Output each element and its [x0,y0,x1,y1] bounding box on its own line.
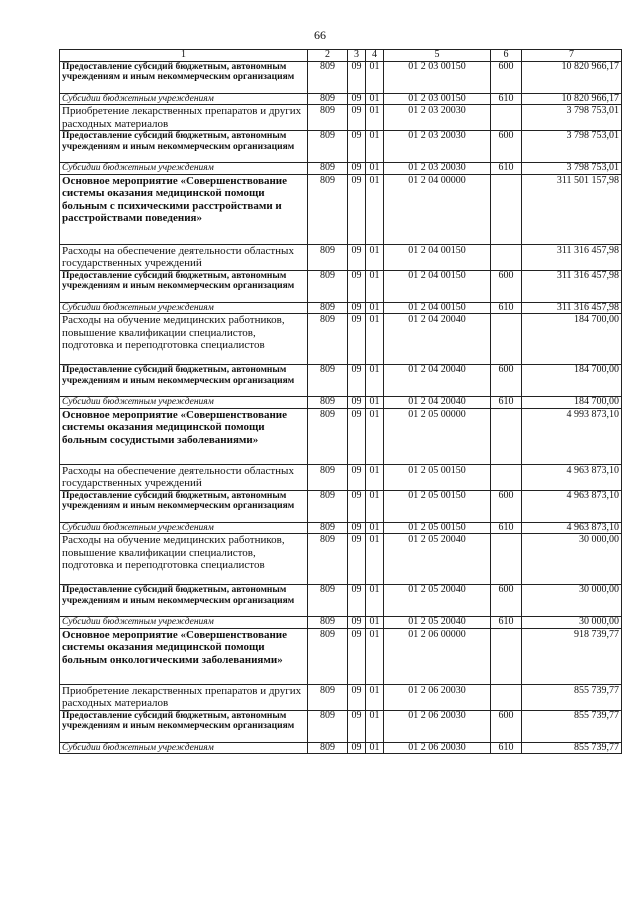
row-code-type: 600 [491,61,522,93]
row-code-subsection: 01 [366,534,384,585]
row-code-section: 09 [348,464,366,490]
row-code-section: 09 [348,365,366,397]
row-name: Приобретение лекарственных препаратов и других расходных материалов [60,105,308,131]
row-code-target: 01 2 03 20030 [384,163,491,175]
row-name: Основное мероприятие «Совершенствование системы оказания медицинской помощи больным с психическими расстройствами и расстройствами поведения» [60,174,308,244]
row-name: Основное мероприятие «Совершенствование системы оказания медицинской помощи больным сосудистыми заболеваниями» [60,408,308,464]
row-code-target: 01 2 03 00150 [384,93,491,105]
table-row [60,408,622,464]
row-name: Предоставление субсидий бюджетным, автономным учреждениям и иным некоммерческим организациям [60,490,308,522]
row-name: Приобретение лекарственных препаратов и других расходных материалов [60,684,308,710]
row-code-subsection: 01 [366,585,384,617]
row-code-target: 01 2 05 20040 [384,617,491,629]
row-code-section: 09 [348,174,366,244]
row-code-subsection: 01 [366,302,384,314]
row-code-type [491,464,522,490]
row-code-section: 09 [348,522,366,534]
row-code-target: 01 2 06 20030 [384,710,491,742]
row-code-target: 01 2 05 00000 [384,408,491,464]
row-code-admin: 809 [308,302,348,314]
row-name: Предоставление субсидий бюджетным, автономным учреждениям и иным некоммерческим организациям [60,131,308,163]
row-code-admin: 809 [308,174,348,244]
table-row [60,270,622,302]
row-code-target: 01 2 04 20040 [384,365,491,397]
table-row [60,742,622,754]
row-code-type: 600 [491,270,522,302]
row-amount: 918 739,77 [522,628,622,684]
row-code-target: 01 2 04 20040 [384,314,491,365]
row-code-target: 01 2 06 00000 [384,628,491,684]
row-code-admin: 809 [308,534,348,585]
row-code-section: 09 [348,710,366,742]
row-code-target: 01 2 04 00150 [384,244,491,270]
table-header-row [60,50,622,62]
row-amount: 4 993 873,10 [522,408,622,464]
row-name: Субсидии бюджетным учреждениям [60,617,308,629]
row-code-admin: 809 [308,163,348,175]
table-row [60,314,622,365]
row-code-section: 09 [348,93,366,105]
header-col-1: 1 [60,50,308,62]
row-code-subsection: 01 [366,490,384,522]
row-code-target: 01 2 04 00150 [384,302,491,314]
table-row [60,93,622,105]
row-code-section: 09 [348,302,366,314]
row-code-target: 01 2 03 00150 [384,61,491,93]
row-code-admin: 809 [308,408,348,464]
row-code-subsection: 01 [366,163,384,175]
row-amount: 3 798 753,01 [522,131,622,163]
row-code-subsection: 01 [366,742,384,754]
row-code-admin: 809 [308,628,348,684]
table-row [60,244,622,270]
row-amount: 30 000,00 [522,617,622,629]
table-row [60,522,622,534]
row-name: Расходы на обеспечение деятельности областных государственных учреждений [60,244,308,270]
row-code-section: 09 [348,408,366,464]
table-row [60,131,622,163]
row-code-target: 01 2 06 20030 [384,742,491,754]
header-col-3: 3 [348,50,366,62]
row-code-subsection: 01 [366,710,384,742]
row-code-type [491,174,522,244]
row-code-section: 09 [348,617,366,629]
row-code-type: 600 [491,365,522,397]
budget-table [59,49,622,754]
table-row [60,710,622,742]
row-code-section: 09 [348,314,366,365]
row-code-subsection: 01 [366,397,384,409]
row-code-section: 09 [348,105,366,131]
table-row [60,163,622,175]
row-code-admin: 809 [308,742,348,754]
row-name: Предоставление субсидий бюджетным, автономным учреждениям и иным некоммерческим организациям [60,61,308,93]
row-name: Субсидии бюджетным учреждениям [60,397,308,409]
row-name: Расходы на обеспечение деятельности областных государственных учреждений [60,464,308,490]
row-code-admin: 809 [308,464,348,490]
row-name: Предоставление субсидий бюджетным, автономным учреждениям и иным некоммерческим организациям [60,270,308,302]
row-code-subsection: 01 [366,244,384,270]
row-code-subsection: 01 [366,365,384,397]
row-code-admin: 809 [308,270,348,302]
row-code-type: 610 [491,522,522,534]
table-row [60,464,622,490]
row-amount: 311 316 457,98 [522,244,622,270]
row-code-section: 09 [348,742,366,754]
row-code-target: 01 2 05 20040 [384,585,491,617]
row-amount: 184 700,00 [522,397,622,409]
row-code-admin: 809 [308,365,348,397]
row-name: Предоставление субсидий бюджетным, автономным учреждениям и иным некоммерческим организациям [60,365,308,397]
row-code-section: 09 [348,131,366,163]
row-code-type [491,408,522,464]
row-code-admin: 809 [308,585,348,617]
row-code-target: 01 2 05 20040 [384,534,491,585]
row-code-target: 01 2 03 20030 [384,131,491,163]
row-code-target: 01 2 05 00150 [384,464,491,490]
row-amount: 30 000,00 [522,534,622,585]
table-row [60,174,622,244]
row-code-type: 610 [491,397,522,409]
row-code-admin: 809 [308,314,348,365]
row-name: Предоставление субсидий бюджетным, автономным учреждениям и иным некоммерческим организациям [60,585,308,617]
row-code-type [491,684,522,710]
table-row [60,365,622,397]
row-name: Субсидии бюджетным учреждениям [60,93,308,105]
header-col-4: 4 [366,50,384,62]
row-name: Предоставление субсидий бюджетным, автономным учреждениям и иным некоммерческим организациям [60,710,308,742]
row-name: Расходы на обучение медицинских работников, повышение квалификации специалистов, подготовка и переподготовка специалистов [60,534,308,585]
row-code-admin: 809 [308,617,348,629]
row-code-section: 09 [348,628,366,684]
row-code-section: 09 [348,534,366,585]
row-amount: 855 739,77 [522,710,622,742]
table-row [60,585,622,617]
row-code-subsection: 01 [366,464,384,490]
row-code-target: 01 2 05 00150 [384,490,491,522]
row-code-type: 600 [491,131,522,163]
row-code-section: 09 [348,684,366,710]
row-amount: 855 739,77 [522,684,622,710]
row-code-subsection: 01 [366,684,384,710]
row-name: Субсидии бюджетным учреждениям [60,163,308,175]
row-amount: 311 316 457,98 [522,302,622,314]
row-code-target: 01 2 06 20030 [384,684,491,710]
row-name: Расходы на обучение медицинских работников, повышение квалификации специалистов, подготовка и переподготовка специалистов [60,314,308,365]
row-code-subsection: 01 [366,61,384,93]
row-code-type: 610 [491,93,522,105]
row-code-section: 09 [348,270,366,302]
row-code-admin: 809 [308,93,348,105]
table-body [60,50,622,754]
row-code-admin: 809 [308,244,348,270]
row-code-subsection: 01 [366,174,384,244]
row-name: Субсидии бюджетным учреждениям [60,302,308,314]
table-row [60,302,622,314]
row-code-admin: 809 [308,61,348,93]
row-code-subsection: 01 [366,93,384,105]
row-code-type: 600 [491,490,522,522]
row-amount: 184 700,00 [522,365,622,397]
row-amount: 10 820 966,17 [522,93,622,105]
row-code-type: 600 [491,710,522,742]
header-col-2: 2 [308,50,348,62]
row-code-section: 09 [348,244,366,270]
row-code-type [491,314,522,365]
row-amount: 4 963 873,10 [522,490,622,522]
header-col-7: 7 [522,50,622,62]
table-row [60,617,622,629]
row-code-section: 09 [348,163,366,175]
row-code-type: 610 [491,742,522,754]
row-code-type: 610 [491,617,522,629]
row-code-section: 09 [348,585,366,617]
row-code-type [491,628,522,684]
row-code-section: 09 [348,61,366,93]
row-code-target: 01 2 03 20030 [384,105,491,131]
row-name: Основное мероприятие «Совершенствование системы оказания медицинской помощи больным онкологическими заболеваниями» [60,628,308,684]
row-code-subsection: 01 [366,408,384,464]
table-row [60,684,622,710]
row-amount: 30 000,00 [522,585,622,617]
row-code-target: 01 2 04 20040 [384,397,491,409]
row-code-subsection: 01 [366,617,384,629]
table-row [60,628,622,684]
row-code-type: 610 [491,302,522,314]
row-code-admin: 809 [308,710,348,742]
row-code-subsection: 01 [366,628,384,684]
row-code-target: 01 2 04 00000 [384,174,491,244]
row-amount: 311 316 457,98 [522,270,622,302]
row-name: Субсидии бюджетным учреждениям [60,522,308,534]
table-row [60,105,622,131]
row-code-admin: 809 [308,684,348,710]
row-name: Субсидии бюджетным учреждениям [60,742,308,754]
row-code-type [491,244,522,270]
row-code-admin: 809 [308,397,348,409]
row-code-type: 600 [491,585,522,617]
row-code-type [491,534,522,585]
row-code-subsection: 01 [366,314,384,365]
header-col-6: 6 [491,50,522,62]
table-row [60,61,622,93]
row-code-subsection: 01 [366,270,384,302]
row-code-subsection: 01 [366,105,384,131]
row-amount: 184 700,00 [522,314,622,365]
row-code-admin: 809 [308,131,348,163]
row-code-type [491,105,522,131]
row-code-admin: 809 [308,105,348,131]
row-code-section: 09 [348,397,366,409]
table-row [60,397,622,409]
row-code-subsection: 01 [366,131,384,163]
row-amount: 855 739,77 [522,742,622,754]
row-code-admin: 809 [308,522,348,534]
page-number: 66 [314,28,326,42]
row-amount: 3 798 753,01 [522,163,622,175]
header-col-5: 5 [384,50,491,62]
row-code-target: 01 2 05 00150 [384,522,491,534]
row-amount: 4 963 873,10 [522,522,622,534]
row-code-subsection: 01 [366,522,384,534]
row-amount: 4 963 873,10 [522,464,622,490]
table-row [60,490,622,522]
row-code-type: 610 [491,163,522,175]
row-amount: 311 501 157,98 [522,174,622,244]
row-code-section: 09 [348,490,366,522]
row-amount: 10 820 966,17 [522,61,622,93]
row-code-admin: 809 [308,490,348,522]
row-code-target: 01 2 04 00150 [384,270,491,302]
row-amount: 3 798 753,01 [522,105,622,131]
table-row [60,534,622,585]
